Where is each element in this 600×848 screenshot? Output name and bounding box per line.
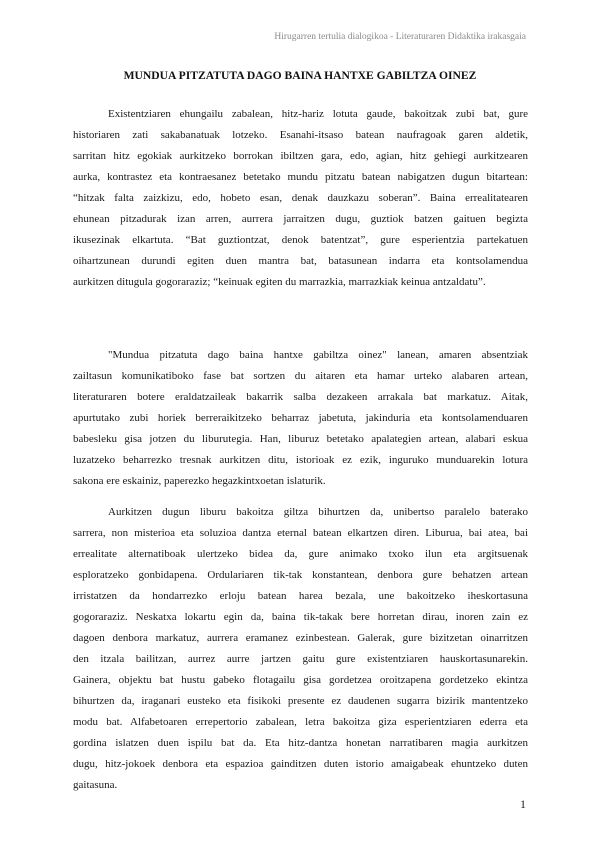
text-line: luzatzeko beharrezko tresnak aurkitzen ditu, istorioak ez ezik, inguruko munduarekin lotura	[73, 454, 528, 466]
paragraph-3	[73, 502, 528, 796]
text-line: modu bat. Alfabetoaren errepertorio zabalean, letra bakoitza giza esperientziaren ederra eta	[73, 716, 528, 728]
text-line: Gainera, objektu bat hustu gabeko flotagailu gisa gordetzea oroitzapena gordetzeko ekintza	[73, 674, 528, 686]
text-line: irristatzen da hondarrezko erloju batean harea bezala, une bakoitzeko iheskortasuna	[73, 590, 528, 602]
text-line: esploratzeko gonbidapena. Ordulariaren tik-tak konstantean, denbora gure behatzen artean	[73, 569, 528, 581]
text-line: historiaren zati sakabanatuak lotzeko. Esanahi-itsaso batean naufragoak garen aldetik,	[73, 129, 528, 141]
text-line: “hitzak falta zaizkizu, edo, hobeto esan, denak dauzkazu soberan”. Baina errealitatearen	[73, 192, 528, 204]
text-line: aurkitzen ditugula gogoraraziz; “keinuak egiten du marrazkia, marrazkiak keinua antzaldatu”.	[73, 276, 486, 288]
text-line: gaitasuna.	[73, 779, 118, 791]
text-line: Aurkitzen dugun liburu bakoitza giltza bihurtzen da, unibertso paralelo baterako	[108, 506, 528, 518]
text-line: literaturaren botere eraldatzaileak bakarrik salba dezakeen arrakala bat markatuz. Aitak,	[73, 391, 528, 403]
text-line: zailtasun komunikatiboko fase bat sortzen du aitaren eta hamar urteko alabaren artean,	[73, 370, 528, 382]
text-line: sarrera, non misterioa eta soluzioa dantza eternal batean elkartzen diren. Liburua, bai atea, bai	[73, 527, 528, 539]
text-line: babesleku gisa jotzen du liburutegia. Han, liburuz betetako apalategien artean, alabari eskua	[73, 433, 528, 445]
text-line: gordina islatzen duen ispilu bat da. Eta hitz-dantza honetan narratibaren magia aurkitzen	[73, 737, 528, 749]
text-line: apurtutako zubi horiek berreraikitzeko beharraz jabetuta, jakinduria eta kontsolamenduaren	[73, 412, 528, 424]
text-line: ikusezinak elkartuta. “Bat guztiontzat, denok batentzat”, gure esperientzia partekatuen	[73, 234, 528, 246]
text-line: sarritan hitz egokiak aurkitzeko borrokan ibiltzen gara, edo, agian, hitz gehiegi aurkitzearen	[73, 150, 528, 162]
running-header: Hirugarren tertulia dialogikoa - Literaturaren Didaktika irakasgaia	[274, 32, 526, 42]
text-line: den itzala bailitzan, aurrez aurre jartzen gaitu gure existentziaren hauskortasunarekin.	[73, 653, 528, 665]
paragraph-2	[73, 345, 528, 492]
text-line: gogoraraziz. Neskatxa lokartu egin da, baina tik-takak bere horretan dirau, inoren zain ez	[73, 611, 528, 623]
text-line: aurka, kontrastez eta kontraesanez betetako mundu pitzatu batean nabigatzen dugun bitartean:	[73, 171, 528, 183]
document-title: MUNDUA PITZATUTA DAGO BAINA HANTXE GABILTZA OINEZ	[123, 69, 477, 82]
text-line: errealitate alternatiboak ulertzeko bidea da, gure animako txoko ilun eta argitsuenak	[73, 548, 528, 560]
text-line: oihartzunean durundi egiten duen mantra bat, batasunean indarra eta kontsolamendua	[73, 255, 528, 267]
text-line: Existentziaren ehungailu zabalean, hitz-hariz lotuta gaude, bakoitzak zubi bat, gure	[108, 108, 528, 120]
page-number: 1	[520, 797, 526, 811]
paragraph-1	[73, 104, 528, 293]
text-line: ehunean pitzadurak izan arren, aurrera jarraitzen dugu, guztiok batzen gaituen begizta	[73, 213, 528, 225]
text-line: dugu, hitz-jokoek denbora eta espazioa gainditzen duten istorio amaigabeak ehuntzeko duten	[73, 758, 528, 770]
text-line: dagoen denbora markatuz, aurrera eramanez ezinbestean. Galerak, gure bizitzetan oinarritzen	[73, 632, 528, 644]
text-line: "Mundua pitzatuta dago baina hantxe gabiltza oinez" lanean, amaren absentziak	[108, 349, 528, 361]
text-line: bihurtzen da, iraganari eusteko eta fisikoki presente ez daudenen sugarra bizirik mantentzeko	[73, 695, 528, 707]
text-line: sakona ere eskainiz, paperezko hegazkintxoetan islaturik.	[73, 475, 326, 487]
